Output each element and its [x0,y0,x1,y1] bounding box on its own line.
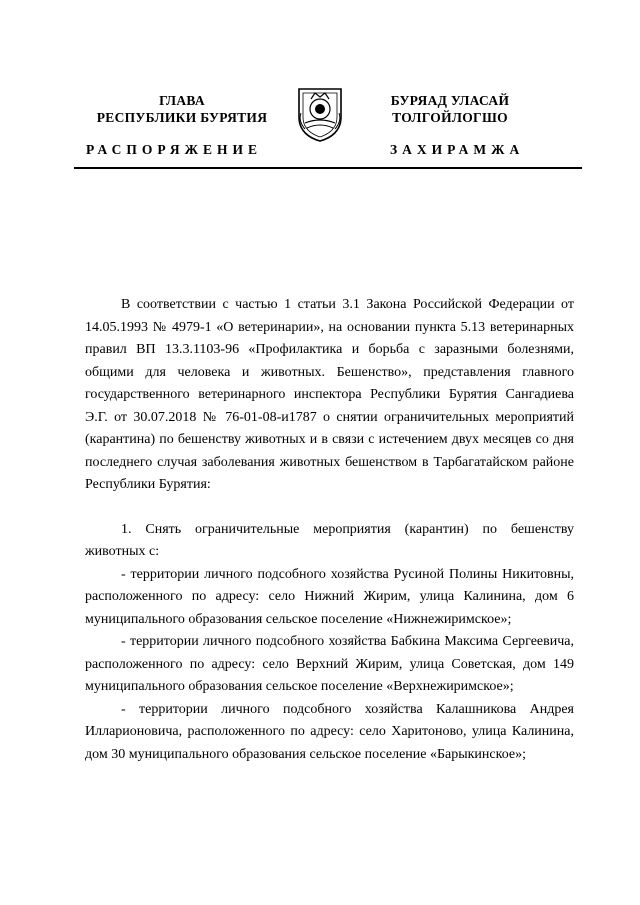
bullet-paragraph-1: - территории личного подсобного хозяйства Русиной Полины Никитовны, расположенного по адресу: село Нижний Жирим, улица Калинина, дом 6 муниципального образования сельское поселение «Нижнежиримское»; [85,566,574,627]
document-body [85,294,574,766]
document-type-ru: РАСПОРЯЖЕНИЕ [86,142,263,157]
header-left-line1: ГЛАВА [159,93,205,108]
header-right-line1: БУРЯАД УЛАСАЙ [390,93,510,108]
header-left-line2: РЕСПУБЛИКИ БУРЯТИЯ [96,110,268,125]
header-right-line2: ТОЛГОЙЛОГШО [392,110,508,125]
preamble-paragraph: В соответствии с частью 1 статьи 3.1 Закона Российской Федерации от 14.05.1993 № 4979-1 «О ветеринарии», на основании пункта 5.13 ветеринарных правил ВП 13.3.1103-96 «Профилактика и борьба с заразными болезнями, общими для человека и животных. Бешенство», представления главного государственного ветеринарного инспектора Республики Бурятия Сангадиева Э.Г. от 30.07.2018 № 76-01-08-и1787 о снятии ограничительных мероприятий (карантина) по бешенству животных и в связи с истечением двух месяцев со дня последнего случая заболевания животных бешенством в Тарбагатайском районе Республики Бурятия: [85,297,574,492]
document-type-bua: ЗАХИРАМЖА [390,142,525,157]
header-right-title [370,92,530,126]
item-1-paragraph: 1. Снять ограничительные мероприятия (карантин) по бешенству животных с: [85,521,574,559]
bullet-paragraph-3: - территории личного подсобного хозяйства Калашникова Андрея Илларионовича, расположенного по адресу: село Харитоново, улица Калинина, дом 30 муниципального образования сельское поселение «Барыкинское»; [85,701,574,762]
bullet-paragraph-2: - территории личного подсобного хозяйства Бабкина Максима Сергеевича, расположенного по адресу: село Верхний Жирим, улица Советская, дом 149 муниципального образования сельское поселение «Верхнежиримское»; [85,634,574,694]
header-divider [74,167,582,169]
header-left-title [82,92,282,126]
republic-of-buryatia-coat-of-arms-icon [295,83,345,143]
